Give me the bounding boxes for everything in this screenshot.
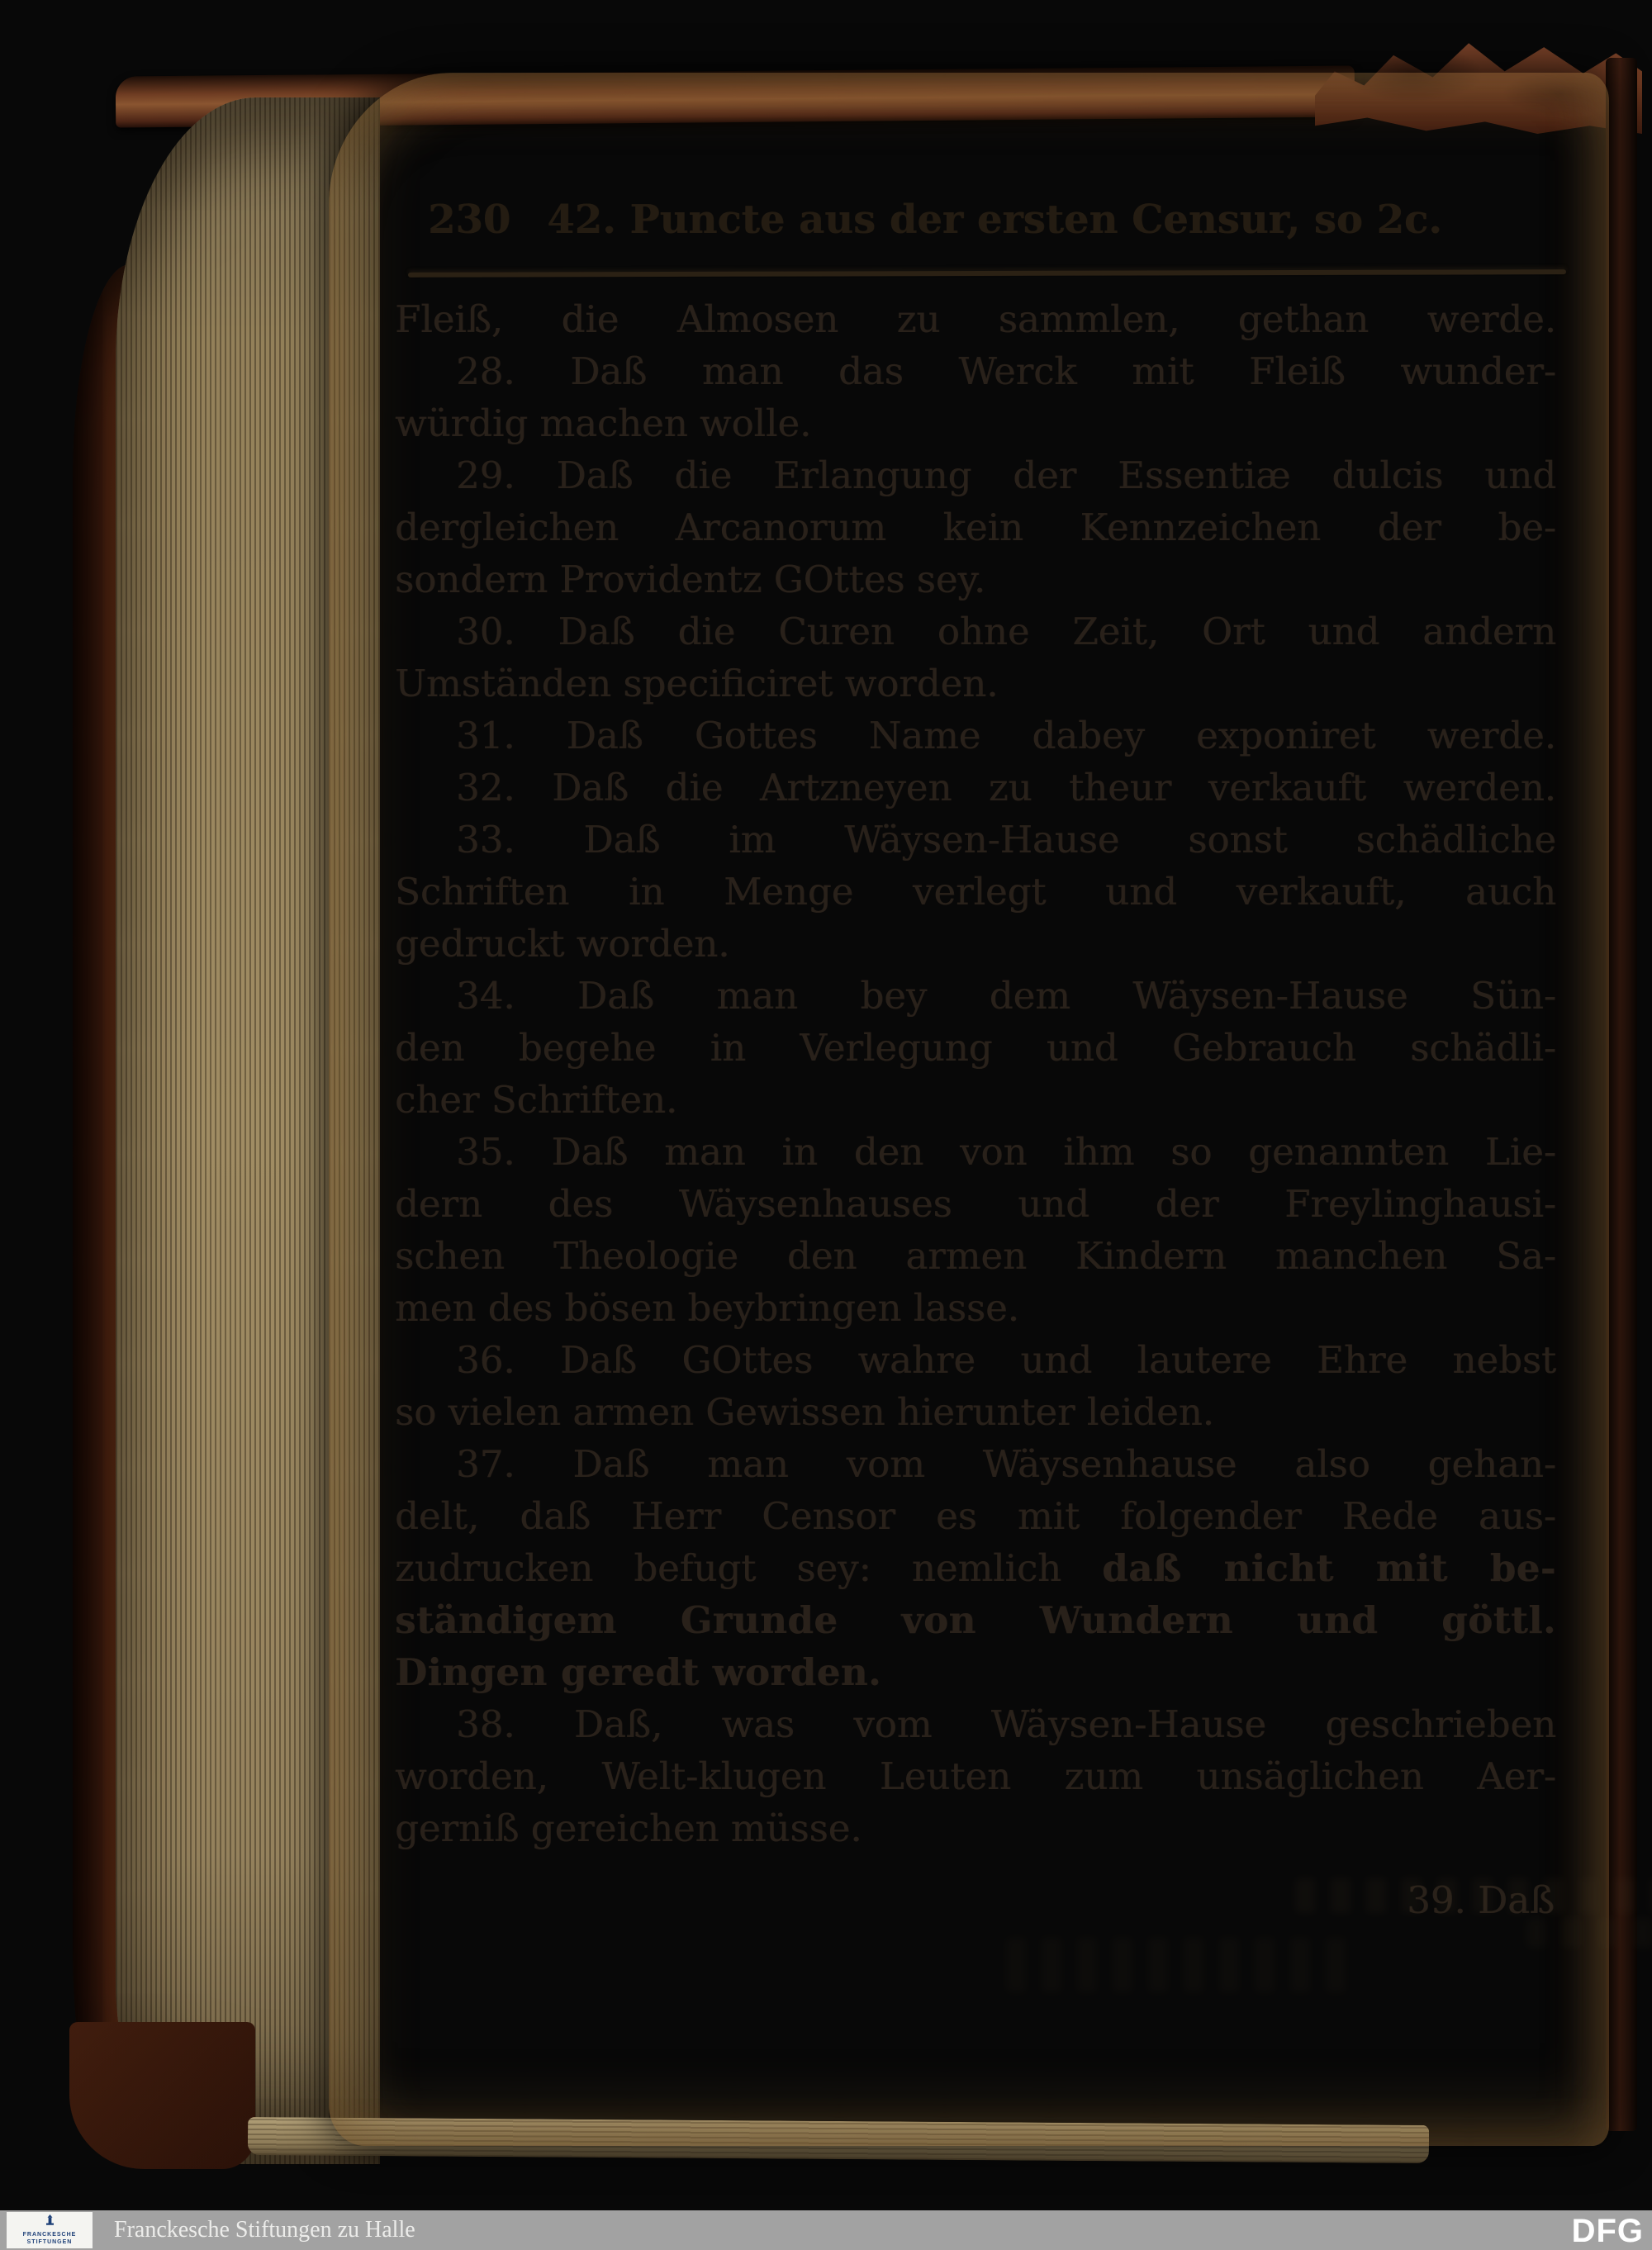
text-line: gedruckt worden. bbox=[395, 922, 730, 966]
logo-text-line2: STIFTUNGEN bbox=[26, 2239, 73, 2245]
book-bottom-leather bbox=[69, 2022, 255, 2169]
text-line: gerniß gereichen müsse. bbox=[395, 1806, 862, 1850]
text-line: Fleiß, die Almosen zu sammlen, gethan werde. bbox=[395, 297, 1556, 341]
text-line: sondern Providentz GOttes sey. bbox=[395, 558, 986, 601]
running-head bbox=[395, 197, 1556, 243]
text-line: 34. Daß man bey dem Wäysen-Hause Sün- bbox=[456, 974, 1556, 1018]
running-title: 42. Puncte aus der ersten Censur, so 2c. bbox=[547, 197, 1442, 243]
catchword: 39. Daß bbox=[1407, 1878, 1555, 1922]
page-number: 230 bbox=[428, 197, 511, 243]
dfg-logo: DFG bbox=[1571, 2213, 1644, 2249]
text-block bbox=[395, 293, 1556, 1926]
text-line: würdig machen wolle. bbox=[395, 401, 812, 445]
text-line: 28. Daß man das Werck mit Fleiß wunder- bbox=[456, 349, 1556, 393]
text-line: 37. Daß man vom Wäysenhause also gehan- bbox=[456, 1442, 1556, 1486]
text-line: 38. Daß, was vom Wäysen-Hause geschrieben bbox=[456, 1702, 1556, 1746]
text-line: 35. Daß man in den von ihm so genannten Lie- bbox=[456, 1130, 1556, 1174]
text-line: 29. Daß die Erlangung der Essentiæ dulcis und bbox=[456, 453, 1556, 497]
text-line: men des bösen beybringen lasse. bbox=[395, 1286, 1019, 1330]
text-line: dern des Wäysenhauses und der Freylinghausi- bbox=[395, 1182, 1556, 1226]
tower-icon bbox=[44, 2214, 56, 2231]
franckesche-logo bbox=[7, 2212, 93, 2248]
text-line: delt, daß Herr Censor es mit folgender Rede aus- bbox=[395, 1494, 1556, 1538]
showthrough-ghost bbox=[1295, 1878, 1652, 1913]
text-line: 31. Daß Gottes Name dabey exponiret werde. bbox=[456, 714, 1556, 757]
text-line: schen Theologie den armen Kindern manchen Sa- bbox=[395, 1234, 1556, 1278]
digitization-footer bbox=[0, 2210, 1652, 2250]
text-line: Umständen specificiret worden. bbox=[395, 662, 999, 705]
text-line: dergleichen Arcanorum kein Kennzeichen der be- bbox=[395, 506, 1556, 549]
text-line: cher Schriften. bbox=[395, 1078, 678, 1122]
text-line: 30. Daß die Curen ohne Zeit, Ort und andern bbox=[456, 610, 1556, 653]
text-line: ständigem Grunde von Wundern und göttl. bbox=[395, 1598, 1556, 1642]
text-line: 33. Daß im Wäysen-Hause sonst schädliche bbox=[456, 818, 1556, 862]
text-line: den begehe in Verlegung und Gebrauch schädli- bbox=[395, 1026, 1556, 1070]
institution-name: Franckesche Stiftungen zu Halle bbox=[114, 2217, 415, 2243]
showthrough-ghost bbox=[1006, 1938, 1361, 1992]
text-lines bbox=[395, 293, 1556, 1854]
header-rule bbox=[408, 269, 1566, 278]
logo-text-line1: FRANCKESCHE bbox=[22, 2232, 77, 2238]
text-line: Schriften in Menge verlegt und verkauft, auch bbox=[395, 870, 1556, 914]
text-line: worden, Welt-klugen Leuten zum unsäglichen Aer- bbox=[395, 1754, 1556, 1798]
text-line: Dingen geredt worden. bbox=[395, 1650, 882, 1694]
page bbox=[329, 73, 1609, 2146]
book-right-cover bbox=[1606, 58, 1637, 2131]
text-line: 36. Daß GOttes wahre und lautere Ehre nebst bbox=[456, 1338, 1556, 1382]
text-line: 32. Daß die Artzneyen zu theur verkauft werden. bbox=[456, 766, 1556, 809]
text-line: zudrucken befugt sey: nemlich daß nicht mit be- bbox=[395, 1546, 1556, 1590]
showthrough-ghost bbox=[1526, 1918, 1652, 1948]
text-line: so vielen armen Gewissen hierunter leiden. bbox=[395, 1390, 1214, 1434]
